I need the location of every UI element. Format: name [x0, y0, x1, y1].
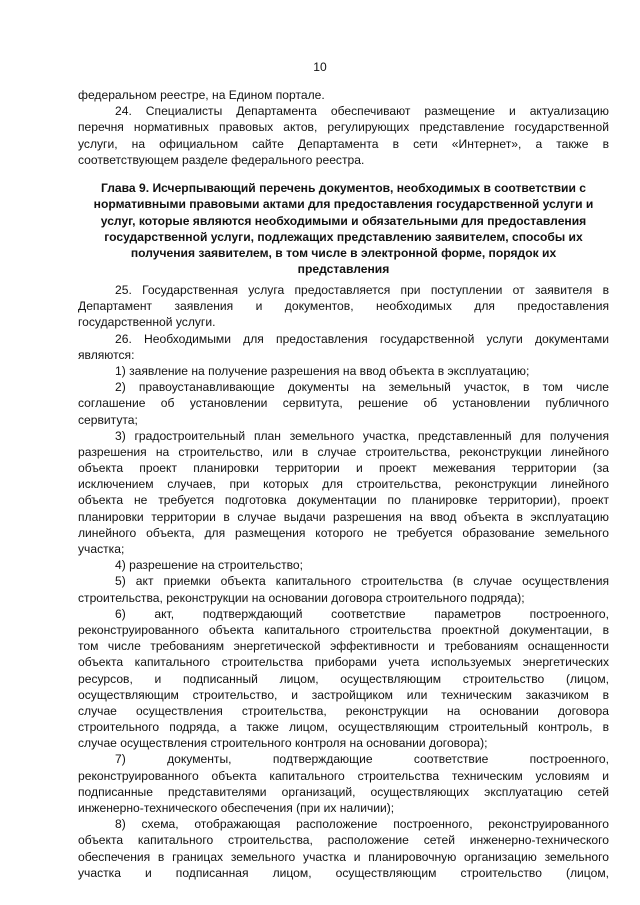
text-line: объекта капитального строительства, расположение сетей инженерно-технического	[78, 833, 609, 848]
heading-line: услуг, которые являются необходимыми и обязательными для предоставления	[100, 213, 587, 228]
list-item: 1) заявление на получение разрешения на ввод объекта в эксплуатацию;	[115, 363, 530, 378]
text-line: соглашение об установлении сервитута, решение об установлении публичного	[78, 396, 609, 411]
text-line: подписанные представителями организаций, осуществляющих эксплуатацию сетей	[78, 784, 609, 799]
text-line: объекта проект планировки территории и проект межевания территории (за	[78, 461, 609, 476]
text-line: реконструированного объекта капитального строительства проектной документации, в	[78, 622, 609, 637]
list-item: 2) правоустанавливающие документы на земельный участок, в том числе	[115, 380, 609, 395]
text-line: Департамент заявления и документов, необходимых для предоставления	[78, 299, 609, 314]
heading-line: Глава 9. Исчерпывающий перечень документов, необходимых в соответствии с	[100, 181, 587, 195]
text-line: объекта не требуется подготовка документации по планировке территории), проект	[78, 493, 609, 508]
text-line: участка;	[78, 542, 125, 556]
text-line: реконструированного объекта капитального строительства техническим условиям и	[78, 768, 609, 783]
text-line: 25. Государственная услуга предоставляется при поступлении от заявителя в	[115, 283, 609, 297]
text-line: перечня нормативных правовых актов, регулирующих представление государственной	[78, 120, 609, 135]
text-line: сервитута;	[78, 412, 138, 427]
body-text	[78, 282, 609, 881]
list-item: 6) акт, подтверждающий соответствие параметров построенного,	[115, 606, 609, 621]
text-line: линейного объекта, для размещения которого не требуется образование земельного	[78, 525, 609, 540]
text-line: осуществляющим строительство, и застройщиком или техническим заказчиком в	[78, 687, 609, 702]
chapter-heading	[78, 180, 609, 278]
heading-line: государственной услуги, подлежащих представлению заявителем, способы их	[104, 229, 583, 244]
heading-line: нормативными правовыми актами для предоставления государственной услуги и	[93, 197, 594, 212]
text-line: случае осуществления строительного контроля на основании договора);	[78, 736, 488, 751]
list-item: 7) документы, подтверждающие соответствие построенного,	[115, 752, 609, 767]
list-item: 3) градостроительный план земельного участка, представленный для получения	[115, 428, 609, 443]
page-number: 10	[313, 60, 327, 74]
text-line: 24. Специалисты Департамента обеспечивают размещение и актуализацию	[115, 104, 609, 119]
text-line: являются:	[78, 347, 135, 362]
text-line: планировки территории в случае выдачи разрешения на ввод объекта в эксплуатацию	[78, 509, 609, 524]
list-item: 4) разрешение на строительство;	[115, 558, 303, 573]
text-line: строительства, реконструкции на основании договора строительного подряда);	[78, 590, 525, 605]
text-line: услуги, на официальном сайте Департамента в сети «Интернет», а также в	[78, 136, 609, 151]
text-line: ресурсов, и подписанный лицом, осуществляющим строительство (лицом,	[78, 671, 609, 686]
heading-line: получения заявителем, в том числе в электронной форме, порядок их	[130, 246, 557, 261]
text-line: участка и подписанная лицом, осуществляющим строительство (лицом,	[78, 865, 609, 880]
text-line: разрешения на строительство, или в случае строительства, реконструкции линейного	[78, 444, 609, 459]
text-line: 26. Необходимыми для предоставления государственной услуги документами	[115, 331, 609, 346]
text-line: обеспечения в границах земельного участка и планировочную организацию земельного	[78, 849, 609, 864]
text-line: объекта капитального строительства приборами учета используемых энергетических	[78, 655, 609, 670]
text-line: строительного подряда, а также лицом, осуществляющим строительный контроль, в	[78, 720, 609, 735]
text-line: инженерно-технического обеспечения (при их наличии);	[78, 801, 395, 815]
text-line: соответствующем разделе федерального реестра.	[78, 152, 365, 167]
text-line: исключением случаев, при которых для строительства, реконструкции линейного	[78, 477, 609, 492]
heading-line: представления	[297, 262, 390, 277]
text-line: государственной услуги.	[78, 315, 216, 330]
paragraph-top-block	[78, 87, 609, 168]
list-item: 5) акт приемки объекта капитального строительства (в случае осуществления	[115, 574, 609, 589]
text-line: федеральном реестре, на Едином портале.	[78, 88, 325, 102]
text-line: том числе требованиям энергетической эффективности и требованиям оснащенности	[78, 639, 609, 654]
list-item: 8) схема, отображающая расположение построенного, реконструированного	[115, 817, 609, 832]
text-line: случае осуществления строительства, реконструкции на основании договора	[78, 703, 609, 718]
